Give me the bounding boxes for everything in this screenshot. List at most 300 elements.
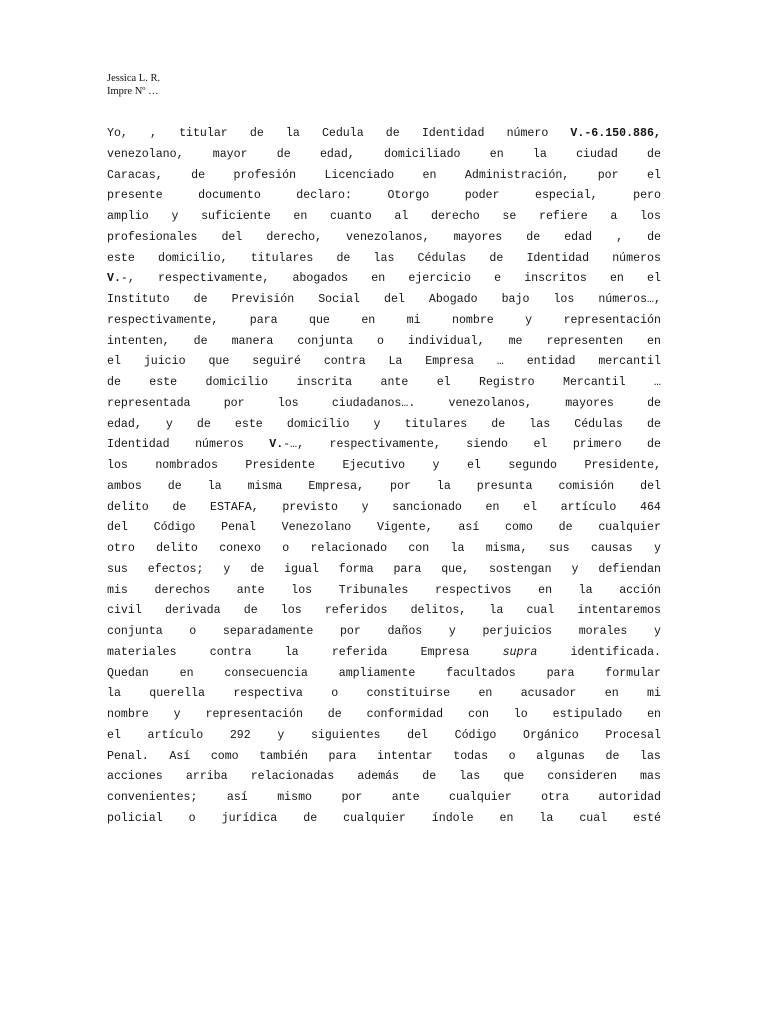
- body-word: [422, 124, 485, 145]
- body-word: [547, 332, 624, 353]
- body-word: [558, 477, 614, 498]
- text-run: Social: [318, 293, 360, 306]
- body-word: [285, 643, 299, 664]
- text-run: el: [107, 728, 121, 742]
- body-word: [107, 269, 135, 290]
- body-word: [377, 518, 433, 539]
- text-run: de: [647, 417, 661, 431]
- text-run: Mercantil: [563, 376, 626, 389]
- bold-text: V.: [107, 272, 121, 286]
- body-word: [647, 269, 661, 290]
- body-word: [367, 705, 444, 726]
- text-run: mi: [406, 313, 421, 327]
- body-word: [392, 498, 462, 519]
- text-run: por: [341, 791, 363, 804]
- body-word: [533, 435, 547, 456]
- text-run: algunas: [536, 749, 585, 763]
- body-word: [387, 622, 422, 643]
- body-word: [570, 124, 660, 145]
- text-run: referida: [331, 645, 388, 659]
- text-run: identificada.: [570, 645, 661, 659]
- text-run: números: [195, 438, 244, 452]
- text-run: lo: [513, 708, 528, 721]
- body-word: [536, 747, 585, 768]
- body-word: [328, 705, 342, 726]
- text-run: nombre: [107, 708, 149, 721]
- text-run: civil: [107, 604, 142, 618]
- text-run: o: [282, 542, 290, 555]
- text-run: misma: [247, 479, 283, 493]
- body-line: [107, 643, 661, 664]
- text-run: e: [494, 272, 502, 286]
- body-word: [342, 456, 405, 477]
- body-word: [529, 415, 550, 436]
- text-run: de: [193, 334, 208, 348]
- text-run: Empresa: [425, 355, 474, 369]
- body-word: [107, 311, 218, 332]
- body-word: [431, 207, 480, 228]
- text-run: delito: [156, 542, 198, 555]
- text-run: juicio: [143, 355, 186, 369]
- body-word: [526, 249, 589, 270]
- body-line: [107, 456, 661, 477]
- text-run: y: [373, 417, 381, 431]
- body-word: [503, 643, 538, 664]
- body-word: [107, 352, 121, 373]
- body-word: [598, 518, 661, 539]
- text-run: Código: [153, 521, 196, 535]
- body-word: [647, 394, 661, 415]
- body-word: [250, 124, 264, 145]
- text-run: mismo: [277, 791, 312, 804]
- body-word: [107, 145, 184, 166]
- body-word: [107, 290, 170, 311]
- text-run: domiciliado: [383, 147, 461, 161]
- body-word: [148, 726, 204, 747]
- text-run: del: [383, 293, 405, 306]
- body-word: [107, 415, 142, 436]
- body-line: [107, 166, 661, 187]
- text-run: cuanto: [329, 210, 372, 223]
- text-run: mis: [107, 583, 128, 597]
- body-word: [224, 664, 308, 685]
- text-run: formular: [605, 666, 661, 680]
- body-word: [179, 124, 228, 145]
- body-word: [494, 269, 501, 290]
- body-word: [468, 705, 489, 726]
- text-run: o: [188, 811, 196, 825]
- text-run: consecuencia: [224, 666, 308, 680]
- body-word: [244, 601, 258, 622]
- text-run: y: [432, 459, 440, 472]
- body-word: [564, 311, 661, 332]
- text-run: representada: [107, 396, 191, 410]
- text-run: especial,: [535, 189, 598, 203]
- body-word: [154, 518, 196, 539]
- text-run: esté: [633, 811, 661, 825]
- text-run: materiales: [107, 645, 177, 659]
- body-line: [107, 767, 661, 788]
- body-word: [201, 207, 271, 228]
- body-word: [647, 332, 661, 353]
- text-run: contra: [323, 355, 366, 369]
- body-word: [248, 477, 283, 498]
- text-run: Quedan: [107, 666, 149, 680]
- text-run: de: [327, 708, 342, 721]
- body-word: [291, 581, 312, 602]
- body-word: [647, 166, 661, 187]
- body-word: [598, 290, 661, 311]
- body-word: [172, 498, 186, 519]
- text-run: por: [223, 396, 245, 410]
- text-run: siendo: [466, 438, 509, 452]
- body-word: [292, 269, 348, 290]
- text-run: Empresa,: [308, 479, 365, 493]
- text-run: de: [336, 251, 351, 265]
- text-run: número: [506, 127, 549, 140]
- text-run: los: [291, 583, 313, 597]
- impre-line: Impre Nº …: [107, 86, 159, 97]
- text-run: nombrados: [155, 459, 218, 472]
- body-word: [478, 684, 492, 705]
- body-word: [497, 352, 504, 373]
- text-run: derechos: [154, 583, 211, 597]
- text-run: manera: [231, 334, 274, 348]
- text-run: en: [179, 666, 194, 680]
- body-word: [284, 560, 319, 581]
- body-word: [277, 726, 284, 747]
- body-word: [435, 581, 512, 602]
- body-word: [465, 186, 500, 207]
- body-word: [559, 518, 573, 539]
- text-run: que,: [441, 562, 470, 576]
- body-word: [171, 207, 178, 228]
- body-word: [508, 456, 557, 477]
- body-line: [107, 186, 661, 207]
- text-run: ESTAFA,: [209, 500, 259, 514]
- body-word: [579, 622, 628, 643]
- body-word: [640, 747, 661, 768]
- text-run: el: [647, 272, 661, 286]
- text-run: entidad: [526, 355, 576, 369]
- text-run: la: [207, 479, 222, 493]
- body-word: [647, 228, 661, 249]
- body-line: [107, 684, 661, 705]
- text-run: cualquier: [343, 811, 406, 825]
- text-run: de: [422, 770, 437, 784]
- body-word: [339, 560, 374, 581]
- body-line: [107, 664, 661, 685]
- text-run: la: [284, 645, 299, 659]
- bold-text: V.-6.150.886,: [570, 127, 661, 140]
- text-run: este: [149, 376, 178, 389]
- body-word: [619, 581, 661, 602]
- text-run: de: [250, 562, 265, 576]
- body-word: [107, 477, 142, 498]
- body-word: [454, 228, 503, 249]
- text-run: venezolanos,: [346, 230, 430, 244]
- text-run: y: [654, 625, 661, 638]
- body-word: [388, 352, 402, 373]
- text-run: otro: [107, 542, 135, 555]
- text-run: Yo,: [107, 127, 128, 140]
- text-run: intentar: [376, 749, 433, 763]
- body-word: [107, 809, 163, 830]
- text-run: misma,: [485, 542, 528, 555]
- body-word: [266, 228, 322, 249]
- text-run: de: [558, 521, 573, 535]
- body-word: [491, 415, 505, 436]
- text-run: que: [208, 355, 230, 369]
- text-run: representación: [563, 313, 661, 327]
- body-word: [357, 767, 399, 788]
- text-run: otra: [541, 791, 569, 804]
- text-run: los: [277, 396, 299, 410]
- text-run: con: [408, 542, 430, 555]
- body-line: [107, 332, 661, 353]
- text-run: refiere: [539, 210, 588, 223]
- italic-text: supra: [502, 645, 538, 659]
- text-run: abogados: [292, 272, 349, 286]
- text-run: de: [191, 168, 206, 182]
- text-run: policial: [107, 811, 163, 825]
- text-run: titular: [179, 127, 228, 140]
- body-word: [384, 145, 461, 166]
- body-word: [318, 290, 360, 311]
- body-word: [107, 456, 128, 477]
- body-word: [538, 581, 552, 602]
- text-run: de: [167, 479, 182, 493]
- body-word: [452, 311, 494, 332]
- body-line: [107, 788, 661, 809]
- text-run: Previsión: [231, 293, 295, 306]
- body-word: [458, 518, 479, 539]
- text-run: sus: [107, 562, 128, 576]
- text-run: por: [390, 479, 411, 493]
- text-run: la: [539, 811, 554, 825]
- body-word: [574, 415, 623, 436]
- body-word: [150, 124, 157, 145]
- body-word: [455, 726, 497, 747]
- text-run: el: [647, 168, 661, 182]
- text-run: el: [533, 438, 548, 452]
- body-word: [616, 228, 623, 249]
- text-run: Penal: [221, 521, 256, 535]
- text-run: daños: [387, 625, 423, 638]
- text-run: Ejecutivo: [342, 459, 406, 472]
- text-run: de: [605, 749, 620, 763]
- body-word: [232, 290, 295, 311]
- body-word: [251, 249, 314, 270]
- body-word: [605, 726, 661, 747]
- body-word: [340, 622, 361, 643]
- body-word: [505, 518, 533, 539]
- body-word: [293, 207, 307, 228]
- text-run: artículo: [560, 500, 617, 514]
- text-run: y: [571, 562, 579, 576]
- body-word: [500, 809, 514, 830]
- text-run: artículo: [147, 728, 204, 742]
- text-run: relacionado: [310, 542, 388, 555]
- text-run: de: [193, 293, 208, 306]
- body-word: [282, 539, 289, 560]
- text-run: del: [107, 521, 128, 535]
- text-run: derecho: [431, 210, 480, 223]
- text-run: o: [331, 687, 339, 701]
- text-run: del: [221, 230, 243, 244]
- text-run: delitos,: [410, 604, 467, 618]
- body-word: [269, 435, 304, 456]
- body-word: [654, 539, 661, 560]
- text-run: estipulado: [552, 708, 623, 721]
- text-run: sancionado: [392, 500, 462, 514]
- text-run: individual,: [408, 334, 485, 348]
- body-word: [429, 290, 478, 311]
- body-word: [610, 269, 624, 290]
- body-word: [149, 373, 177, 394]
- body-word: [245, 456, 315, 477]
- body-word: [525, 311, 532, 332]
- text-run: de: [647, 147, 661, 161]
- text-run: la: [107, 687, 121, 701]
- text-run: la: [450, 542, 465, 555]
- text-run: el: [523, 500, 538, 514]
- body-word: [158, 269, 269, 290]
- text-run: 464: [640, 500, 661, 514]
- body-word: [449, 394, 533, 415]
- body-line: [107, 498, 661, 519]
- body-word: [465, 166, 569, 187]
- text-run: los: [553, 293, 575, 306]
- text-run: además: [357, 770, 400, 784]
- text-run: perjuicios: [482, 625, 553, 638]
- body-word: [381, 373, 409, 394]
- body-word: [576, 145, 618, 166]
- body-word: [437, 477, 451, 498]
- body-word: [235, 415, 263, 436]
- text-run: ante: [236, 583, 265, 597]
- text-run: ante: [391, 791, 420, 804]
- text-run: Licenciado: [324, 168, 395, 182]
- body-word: [640, 207, 661, 228]
- body-word: [553, 705, 623, 726]
- body-word: [489, 249, 503, 270]
- body-word: [277, 788, 312, 809]
- body-word: [449, 788, 512, 809]
- text-run: de: [107, 376, 121, 389]
- body-word: [341, 788, 362, 809]
- text-run: de: [647, 230, 661, 244]
- text-run: Identidad: [107, 438, 170, 452]
- body-word: [591, 539, 633, 560]
- text-run: autoridad: [598, 791, 661, 804]
- body-word: [230, 726, 251, 747]
- body-word: [561, 498, 617, 519]
- body-word: [579, 581, 593, 602]
- body-word: [286, 124, 300, 145]
- text-run: o: [189, 625, 197, 638]
- text-run: de: [249, 127, 264, 140]
- body-word: [654, 622, 661, 643]
- text-run: en: [647, 334, 661, 348]
- text-run: y: [277, 728, 285, 742]
- text-run: delito: [107, 500, 149, 514]
- text-run: mercantil: [598, 355, 661, 369]
- text-run: las: [640, 749, 661, 763]
- text-run: conformidad: [366, 708, 444, 721]
- body-word: [195, 435, 244, 456]
- body-word: [158, 249, 228, 270]
- body-line: [107, 809, 661, 830]
- body-word: [408, 539, 429, 560]
- text-run: Instituto: [107, 293, 170, 306]
- body-word: [605, 664, 661, 685]
- body-word: [322, 124, 364, 145]
- body-word: [579, 809, 607, 830]
- text-run: también: [259, 749, 308, 763]
- body-word: [374, 415, 381, 436]
- text-run: edad: [564, 230, 593, 244]
- body-word: [277, 145, 291, 166]
- text-run: titulares: [250, 251, 314, 265]
- body-word: [422, 767, 436, 788]
- body-word: [392, 788, 420, 809]
- bold-text: V.: [269, 438, 284, 452]
- body-word: [107, 539, 135, 560]
- text-run: derivada: [164, 604, 221, 618]
- body-word: [107, 767, 163, 788]
- text-run: en: [604, 687, 619, 701]
- body-word: [553, 290, 574, 311]
- text-run: causas: [590, 542, 633, 555]
- text-run: …: [654, 376, 661, 389]
- text-run: amplio: [107, 210, 149, 223]
- body-word: [339, 581, 409, 602]
- body-word: [437, 373, 451, 394]
- text-run: Identidad: [421, 127, 485, 140]
- body-line: [107, 290, 661, 311]
- text-run: igual: [284, 562, 319, 576]
- text-run: Así: [169, 749, 191, 763]
- body-line: [107, 415, 661, 436]
- text-run: en: [499, 811, 514, 825]
- text-run: y: [171, 210, 179, 223]
- body-word: [224, 394, 245, 415]
- text-run: acción: [619, 583, 661, 597]
- text-run: y: [525, 313, 533, 327]
- text-run: suficiente: [201, 210, 271, 223]
- text-run: ejercicio: [408, 272, 471, 286]
- body-word: [282, 498, 338, 519]
- body-word: [107, 394, 191, 415]
- body-word: [509, 747, 516, 768]
- body-word: [336, 249, 350, 270]
- body-word: [320, 145, 355, 166]
- body-word: [311, 539, 388, 560]
- text-run: la: [285, 127, 300, 140]
- text-run: acciones: [107, 770, 163, 784]
- text-run: del: [640, 479, 661, 493]
- text-run: la: [436, 479, 451, 493]
- body-word: [223, 560, 230, 581]
- body-word: [486, 498, 500, 519]
- body-word: [169, 747, 190, 768]
- text-run: Caracas,: [107, 168, 163, 182]
- text-run: como: [210, 749, 239, 763]
- text-run: las: [459, 770, 481, 784]
- body-word: [374, 249, 395, 270]
- body-word: [449, 622, 456, 643]
